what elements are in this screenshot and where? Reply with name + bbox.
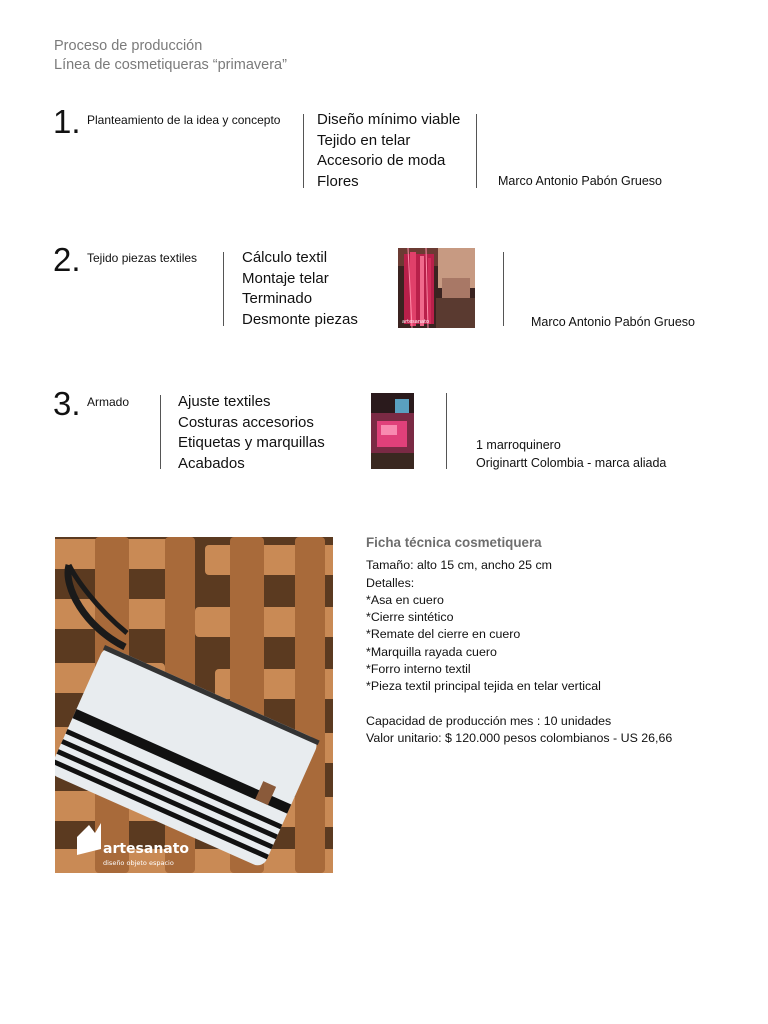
list-item: Montaje telar — [242, 269, 329, 287]
spec-detail: *Remate del cierre en cuero — [366, 627, 521, 642]
step-3-number: 3. — [53, 385, 81, 422]
spec-detail: *Cierre sintético — [366, 610, 454, 625]
divider — [503, 252, 504, 326]
header-line-1: Proceso de producción — [54, 38, 203, 54]
list-item: Etiquetas y marquillas — [178, 434, 325, 452]
spec-detail: *Marquilla rayada cuero — [366, 644, 497, 659]
header-line-2: Línea de cosmetiqueras “primavera” — [54, 57, 287, 73]
step-1-list — [317, 110, 460, 192]
spec-details-label: Detalles: — [366, 575, 415, 590]
divider — [476, 114, 477, 188]
spec-detail: *Forro interno textil — [366, 662, 471, 677]
step-2-list — [242, 248, 358, 330]
list-item: Accesorio de moda — [317, 152, 446, 170]
credit-line: 1 marroquinero — [476, 438, 561, 452]
spec-size: Tamaño: alto 15 cm, ancho 25 cm — [366, 558, 552, 573]
spec-detail: *Pieza textil principal tejida en telar vertical — [366, 679, 601, 694]
step-3-list — [178, 392, 325, 474]
list-item: Costuras accesorios — [178, 413, 314, 431]
spec-capacity: Capacidad de producción mes : 10 unidades — [366, 713, 612, 728]
photo-logo-tagline: diseño objeto espacio — [103, 859, 174, 867]
assembly-photo — [371, 393, 414, 469]
list-item: Ajuste textiles — [178, 393, 271, 410]
step-2-title: Tejido piezas textiles — [87, 251, 198, 265]
divider — [160, 395, 161, 469]
list-item: Tejido en telar — [317, 131, 411, 149]
cosmetic-bag-image — [55, 537, 333, 873]
list-item: Flores — [317, 172, 359, 190]
technical-spec — [366, 534, 672, 747]
svg-text:artesanato: artesanato — [402, 319, 430, 325]
spec-detail: *Asa en cuero — [366, 592, 444, 607]
step-1-title: Planteamiento de la idea y concepto — [87, 113, 281, 127]
weaving-loom-image — [398, 248, 475, 328]
step-3-credits — [476, 436, 666, 472]
step-1-credit: Marco Antonio Pabón Grueso — [498, 174, 662, 188]
step-2-number: 2. — [53, 241, 81, 278]
product-photo — [55, 537, 333, 873]
list-item: Desmonte piezas — [242, 310, 358, 328]
weaving-loom-photo — [398, 248, 475, 328]
step-3-title: Armado — [87, 395, 130, 409]
spec-title: Ficha técnica cosmetiquera — [366, 535, 542, 550]
list-item: Cálculo textil — [242, 249, 328, 266]
divider — [446, 393, 447, 469]
step-1-number: 1. — [53, 103, 81, 140]
step-2-credit: Marco Antonio Pabón Grueso — [531, 315, 695, 329]
divider — [223, 252, 224, 326]
divider — [303, 114, 304, 188]
list-item: Acabados — [178, 454, 245, 472]
assembly-image — [371, 393, 414, 469]
photo-logo-name: artesanato — [103, 841, 190, 857]
list-item: Diseño mínimo viable — [317, 111, 461, 128]
spec-price: Valor unitario: $ 120.000 pesos colombianos - US 26,66 — [366, 730, 673, 745]
document-header — [54, 37, 287, 75]
list-item: Terminado — [242, 290, 313, 308]
credit-line: Originartt Colombia - marca aliada — [476, 456, 667, 470]
